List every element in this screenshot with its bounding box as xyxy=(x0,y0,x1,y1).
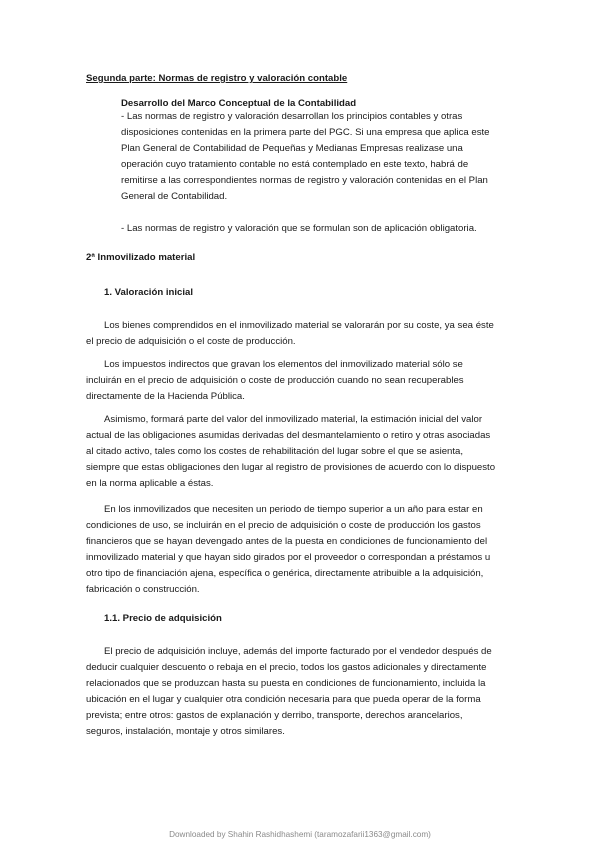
marco-line: - Las normas de registro y valoración desarrollan los principios contables y otras xyxy=(121,111,463,122)
paragraph-line: directamente de la Hacienda Pública. xyxy=(86,391,245,402)
paragraph-line: deducir cualquier descuento o rebaja en el precio, todos los gastos adicionales y directamente xyxy=(86,662,487,673)
paragraph-line: En los inmovilizados que necesiten un periodo de tiempo superior a un año para estar en xyxy=(104,504,483,515)
paragraph-desmantelamiento xyxy=(86,412,516,492)
paragraph-line: financieros que se hayan devengado antes de la puesta en condiciones de funcionamiento del xyxy=(86,536,488,547)
paragraph-line: incluirán en el precio de adquisición o coste de producción cuando no sean recuperables xyxy=(86,375,464,386)
marco-paragraph xyxy=(121,109,517,205)
paragraph-line: Los impuestos indirectos que gravan los elementos del inmovilizado material sólo se xyxy=(104,359,463,370)
section-title: 2ª Inmovilizado material xyxy=(86,252,196,263)
paragraph-line: inmovilizado material y que hayan sido girados por el proveedor o correspondan a préstamos u xyxy=(86,552,491,563)
paragraph-gastos-financieros xyxy=(86,502,516,598)
marco-line: Plan General de Contabilidad de Pequeñas y Medianas Empresas realizase una xyxy=(121,143,463,154)
paragraph-precio-adquisicion xyxy=(86,644,516,740)
paragraph-line: Los bienes comprendidos en el inmovilizado material se valorarán por su coste, ya sea éste xyxy=(104,320,494,331)
download-footer: Downloaded by Shahin Rashidhashemi (taramozafarii1363@gmail.com) xyxy=(169,830,431,839)
paragraph-line: otro tipo de financiación ajena, específica o genérica, directamente atribuible a la adquisición, xyxy=(86,568,484,579)
paragraph-line: prevista; entre otros: gastos de explanación y derribo, transporte, derechos arancelarios, xyxy=(86,710,463,721)
marco-heading: Desarrollo del Marco Conceptual de la Contabilidad xyxy=(121,98,357,109)
marco-note: - Las normas de registro y valoración que se formulan son de aplicación obligatoria. xyxy=(121,223,477,234)
paragraph-line: El precio de adquisición incluye, además del importe facturado por el vendedor después de xyxy=(104,646,492,657)
paragraph-line: condiciones de uso, se incluirán en el precio de adquisición o coste de producción los gastos xyxy=(86,520,481,531)
paragraph-line: seguros, instalación, montaje y otros similares. xyxy=(86,726,285,737)
paragraph-line: en la norma aplicable a éstas. xyxy=(86,478,214,489)
paragraph-line: al citado activo, tales como los costes de rehabilitación del lugar sobre el que se asienta, xyxy=(86,446,464,457)
marco-line: operación cuyo tratamiento contable no está contemplado en este texto, habrá de xyxy=(121,159,469,170)
marco-line: remitirse a las correspondientes normas de registro y valoración contenidas en el Plan xyxy=(121,175,488,186)
paragraph-coste xyxy=(86,318,516,350)
subsection-heading-valoracion: 1. Valoración inicial xyxy=(104,287,194,298)
paragraph-line: siempre que estas obligaciones den lugar al registro de provisiones de acuerdo con lo dispuesto xyxy=(86,462,496,473)
paragraph-line: ubicación en el lugar y cualquier otra condición necesaria para que pueda operar de la forma xyxy=(86,694,481,705)
subsection-heading-precio: 1.1. Precio de adquisición xyxy=(104,613,222,624)
paragraph-line: actual de las obligaciones asumidas derivadas del desmantelamiento o retiro y otras asociadas xyxy=(86,430,491,441)
marco-line: disposiciones contenidas en la primera parte del PGC. Si una empresa que aplica este xyxy=(121,127,490,138)
paragraph-impuestos xyxy=(86,357,516,405)
paragraph-line: el precio de adquisición o el coste de producción. xyxy=(86,336,296,347)
paragraph-line: relacionados que se produzcan hasta su puesta en condiciones de funcionamiento, incluida la xyxy=(86,678,486,689)
marco-line: General de Contabilidad. xyxy=(121,191,228,202)
part-title: Segunda parte: Normas de registro y valoración contable xyxy=(86,73,348,84)
paragraph-line: Asimismo, formará parte del valor del inmovilizado material, la estimación inicial del valor xyxy=(104,414,483,425)
paragraph-line: fabricación o construcción. xyxy=(86,584,200,595)
